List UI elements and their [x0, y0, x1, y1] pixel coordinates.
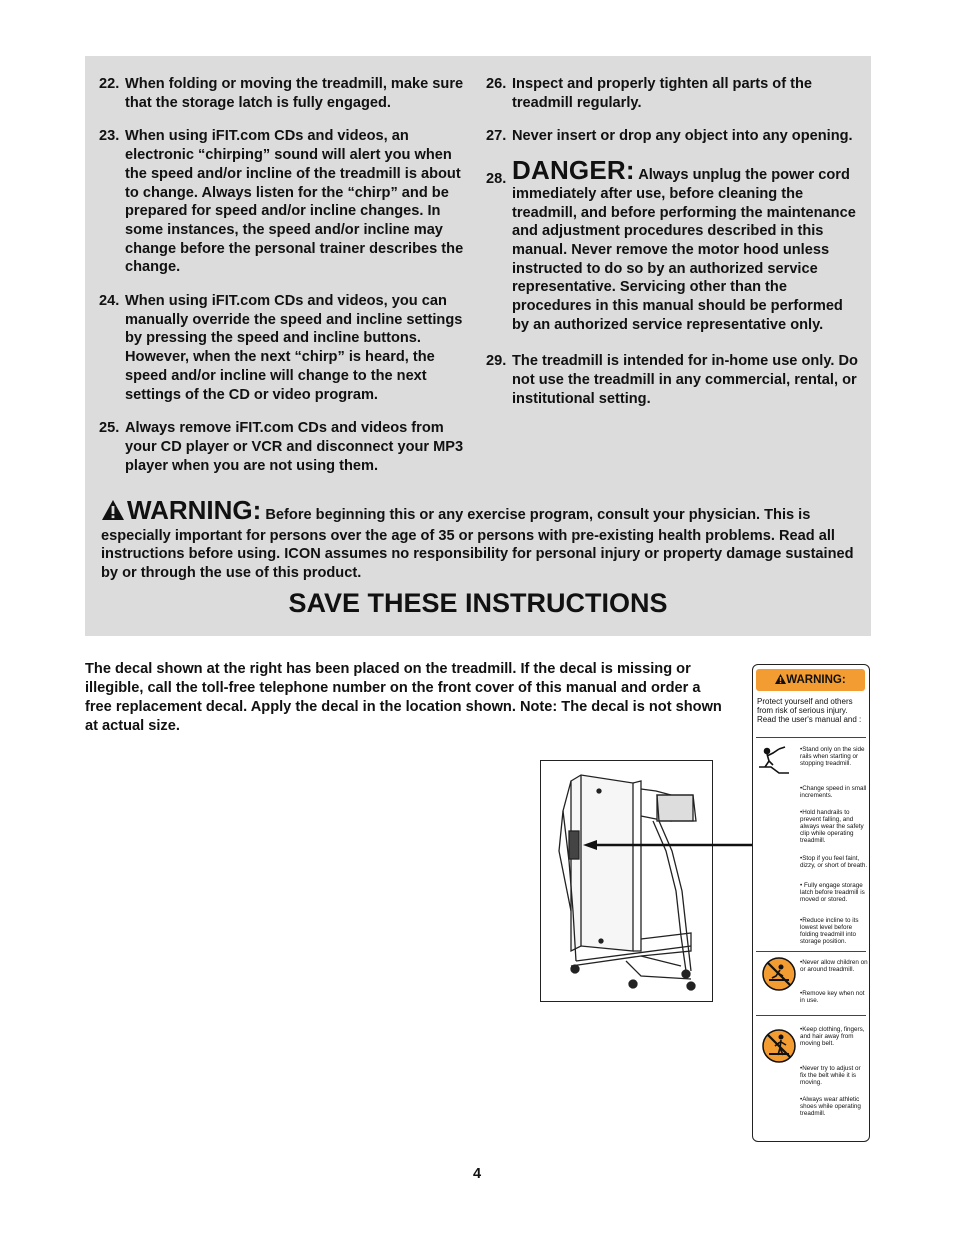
item-number: 27. [486, 128, 507, 145]
item-number: 24. [99, 293, 120, 310]
decal-location-arrow [583, 837, 753, 847]
decal-bullet: • Fully engage storage latch before treadmill is moved or stored. [800, 882, 865, 904]
item-text: When folding or moving the treadmill, make sure that the storage latch is fully engaged. [125, 76, 464, 111]
danger-item [486, 155, 861, 334]
safety-panel [85, 56, 871, 636]
divider [756, 737, 866, 738]
item-number: 26. [486, 76, 507, 92]
item-number: 23. [99, 128, 120, 145]
folded-treadmill-icon [541, 761, 712, 1001]
item-text: Inspect and properly tighten all parts of the treadmill regularly. [512, 76, 813, 111]
item-number: 28. [486, 171, 507, 188]
decal-header [756, 669, 865, 691]
item-text: When using iFIT.com CDs and videos, an electronic “chirping” sound will alert you when the speed and/or incline of the treadmill is about to change. Always listen for the “chirp” and be prepared for speed and/or incline changes. In some instances, the speed and/or incline may change before the personal trainer describes the change. [125, 128, 464, 276]
decal-bullet: •Change speed in small increments. [800, 785, 867, 800]
decal-bullet: •Always wear athletic shoes while operating treadmill. [800, 1096, 861, 1118]
decal-header-label: WARNING: [786, 674, 846, 686]
stand-on-rails-icon [757, 743, 791, 777]
keep-away-from-belt-icon [761, 1028, 797, 1064]
decal-bullet: •Never try to adjust or fix the belt while it is moving. [800, 1065, 861, 1087]
list-item [99, 75, 467, 112]
list-item [99, 419, 467, 475]
warning-paragraph [101, 495, 861, 583]
warning-text: Before beginning this or any exercise program, consult your physician. This is especially important for persons over the age of 35 or persons with pre-existing health problems. Read all instructions before using. ICON assumes no responsibility for personal injury or property damage sustained by or through the use of this product. [101, 507, 854, 582]
warning-triangle-icon [101, 499, 125, 527]
item-number: 22. [99, 76, 120, 92]
list-item [486, 75, 861, 112]
item-number: 25. [99, 420, 120, 437]
page-number: 4 [472, 1166, 482, 1182]
item-text: The treadmill is intended for in-home use only. Do not use the treadmill in any commercial, rental, or institutional setting. [512, 353, 858, 407]
decal-bullet: •Stop if you feel faint, dizzy, or short of breath. [800, 855, 868, 870]
decal-bullet: •Stand only on the side rails when starting or stopping treadmill. [800, 746, 865, 768]
item-number: 29. [486, 353, 507, 370]
decal-intro: Protect yourself and others from risk of serious injury. Read the user's manual and : [757, 697, 862, 725]
list-item [486, 127, 861, 146]
list-item [486, 352, 861, 408]
divider [756, 951, 866, 952]
decal-bullet: •Hold handrails to prevent falling, and always wear the safety clip while operating treadmill. [800, 809, 864, 845]
list-item [99, 127, 467, 277]
treadmill-illustration [540, 760, 713, 1002]
divider [756, 1015, 866, 1016]
list-item [99, 292, 467, 404]
decal-bullet: •Never allow children on or around treadmill. [800, 959, 868, 974]
decal-bullet: •Reduce incline to its lowest level before folding treadmill into storage position. [800, 917, 859, 946]
left-column [99, 75, 467, 490]
decal-paragraph: The decal shown at the right has been placed on the treadmill. If the decal is missing or illegible, call the toll-free telephone number on the front cover of this manual and order a free replacement decal. Apply the decal in the location shown. Note: The decal is not shown at actual size. [85, 661, 722, 734]
danger-label: DANGER: [512, 155, 635, 186]
warning-decal [752, 664, 870, 1142]
save-instructions-title: SAVE THESE INSTRUCTIONS [288, 588, 668, 618]
warning-label: WARNING: [127, 495, 262, 525]
item-text: Never insert or drop any object into any opening. [512, 128, 853, 145]
item-text: Always unplug the power cord immediately after use, before cleaning the treadmill, and before performing the maintenance and adjustment procedures described in this manual. Never remove the motor hood unless instructed to do so by an authorized service representative. Servicing other than the procedures in this manual should be performed by an authorized service representative only. [512, 167, 856, 333]
item-text: When using iFIT.com CDs and videos, you can manually override the speed and incline settings by pressing the speed and incline buttons. However, when the next “chirp” is heard, the speed and/or incline will change to the next settings of the CD or video program. [125, 293, 463, 403]
warning-triangle-icon [775, 674, 786, 684]
item-text: Always remove iFIT.com CDs and videos from your CD player or VCR and disconnect your MP3 player when you are not using them. [125, 420, 464, 474]
decal-bullet: •Remove key when not in use. [800, 990, 865, 1005]
right-column [486, 75, 861, 424]
no-children-icon [761, 956, 797, 992]
decal-bullet: •Keep clothing, fingers, and hair away from moving belt. [800, 1026, 865, 1048]
